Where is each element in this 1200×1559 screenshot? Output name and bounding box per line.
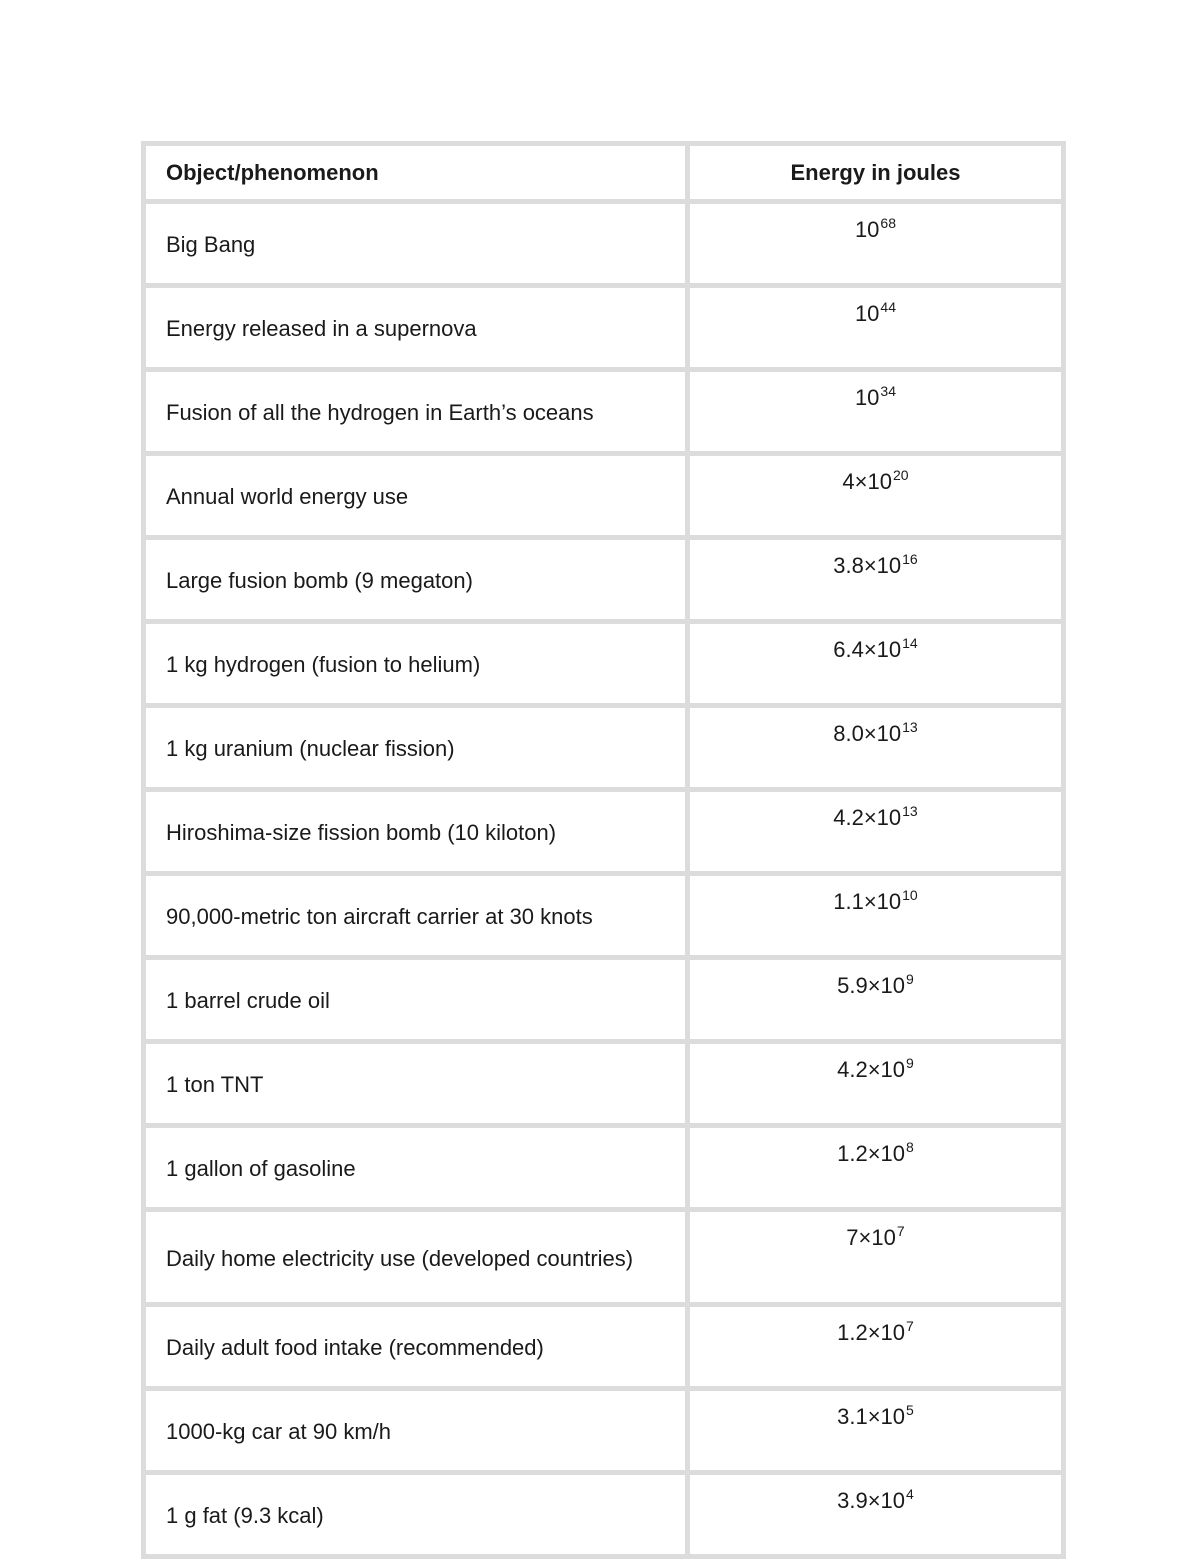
table-row [146,1128,1061,1207]
table-row [146,1044,1061,1123]
object-cell: 1 gallon of gasoline [146,1128,685,1207]
energy-exponent: 8 [906,1139,914,1155]
energy-cell [690,792,1061,871]
energy-exponent: 10 [902,887,918,903]
table-row [146,1307,1061,1386]
energy-mantissa: 4.2×10 [833,805,902,830]
energy-mantissa: 5.9×10 [837,973,906,998]
energy-mantissa: 1.2×10 [837,1141,906,1166]
energy-mantissa: 10 [854,217,880,242]
energy-mantissa: 1.2×10 [837,1320,906,1345]
table-row [146,456,1061,535]
object-cell: 1 g fat (9.3 kcal) [146,1475,685,1554]
energy-mantissa: 10 [854,301,880,326]
energy-exponent: 14 [902,635,918,651]
table-row [146,792,1061,871]
energy-exponent: 16 [902,551,918,567]
table-header-row [146,146,1061,199]
energy-exponent: 7 [896,1223,905,1239]
energy-exponent: 34 [880,383,896,399]
table-row [146,1475,1061,1554]
table-row [146,540,1061,619]
object-cell: Annual world energy use [146,456,685,535]
table-row [146,1391,1061,1470]
energy-cell [690,624,1061,703]
energy-mantissa: 7×10 [846,1225,896,1250]
object-cell: Daily home electricity use (developed countries) [146,1212,685,1302]
object-cell: Big Bang [146,204,685,283]
energy-cell [690,204,1061,283]
energy-cell [690,1307,1061,1386]
energy-cell [690,1128,1061,1207]
table-row [146,204,1061,283]
energy-mantissa: 8.0×10 [833,721,902,746]
energy-exponent: 7 [906,1318,914,1334]
energy-mantissa: 6.4×10 [833,637,902,662]
object-cell: 1 kg hydrogen (fusion to helium) [146,624,685,703]
energy-mantissa: 3.8×10 [833,553,902,578]
energy-exponent: 9 [906,971,914,987]
object-cell: 90,000-metric ton aircraft carrier at 30 knots [146,876,685,955]
table-body [146,204,1061,1554]
energy-cell [690,1212,1061,1302]
header-object: Object/phenomenon [146,146,685,199]
energy-cell [690,1044,1061,1123]
object-cell: Hiroshima-size fission bomb (10 kiloton) [146,792,685,871]
energy-mantissa: 4×10 [842,469,892,494]
object-cell: Daily adult food intake (recommended) [146,1307,685,1386]
energy-exponent: 44 [880,299,896,315]
energy-exponent: 9 [906,1055,914,1071]
energy-cell [690,708,1061,787]
table-row [146,288,1061,367]
energy-cell [690,876,1061,955]
object-cell: 1 barrel crude oil [146,960,685,1039]
table-row [146,372,1061,451]
energy-cell [690,540,1061,619]
energy-exponent: 20 [892,467,909,483]
energy-cell [690,1391,1061,1470]
object-cell: Large fusion bomb (9 megaton) [146,540,685,619]
energy-cell [690,456,1061,535]
energy-cell [690,372,1061,451]
object-cell: 1 kg uranium (nuclear fission) [146,708,685,787]
energy-exponent: 68 [880,215,896,231]
energy-exponent: 13 [902,719,918,735]
table-row [146,708,1061,787]
object-cell: 1000-kg car at 90 km/h [146,1391,685,1470]
object-cell: Energy released in a supernova [146,288,685,367]
energy-cell [690,960,1061,1039]
energy-mantissa: 10 [854,385,880,410]
energy-mantissa: 3.9×10 [837,1488,906,1513]
table-row [146,1212,1061,1302]
energy-exponent: 4 [906,1486,914,1502]
energy-cell [690,1475,1061,1554]
object-cell: Fusion of all the hydrogen in Earth’s oceans [146,372,685,451]
energy-exponent: 5 [906,1402,914,1418]
energy-cell [690,288,1061,367]
energy-mantissa: 3.1×10 [837,1404,906,1429]
header-energy: Energy in joules [690,146,1061,199]
energy-mantissa: 1.1×10 [833,889,902,914]
energy-exponent: 13 [902,803,918,819]
energy-mantissa: 4.2×10 [837,1057,906,1082]
table-row [146,624,1061,703]
object-cell: 1 ton TNT [146,1044,685,1123]
table-row [146,876,1061,955]
table-row [146,960,1061,1039]
energy-table [141,141,1066,1559]
